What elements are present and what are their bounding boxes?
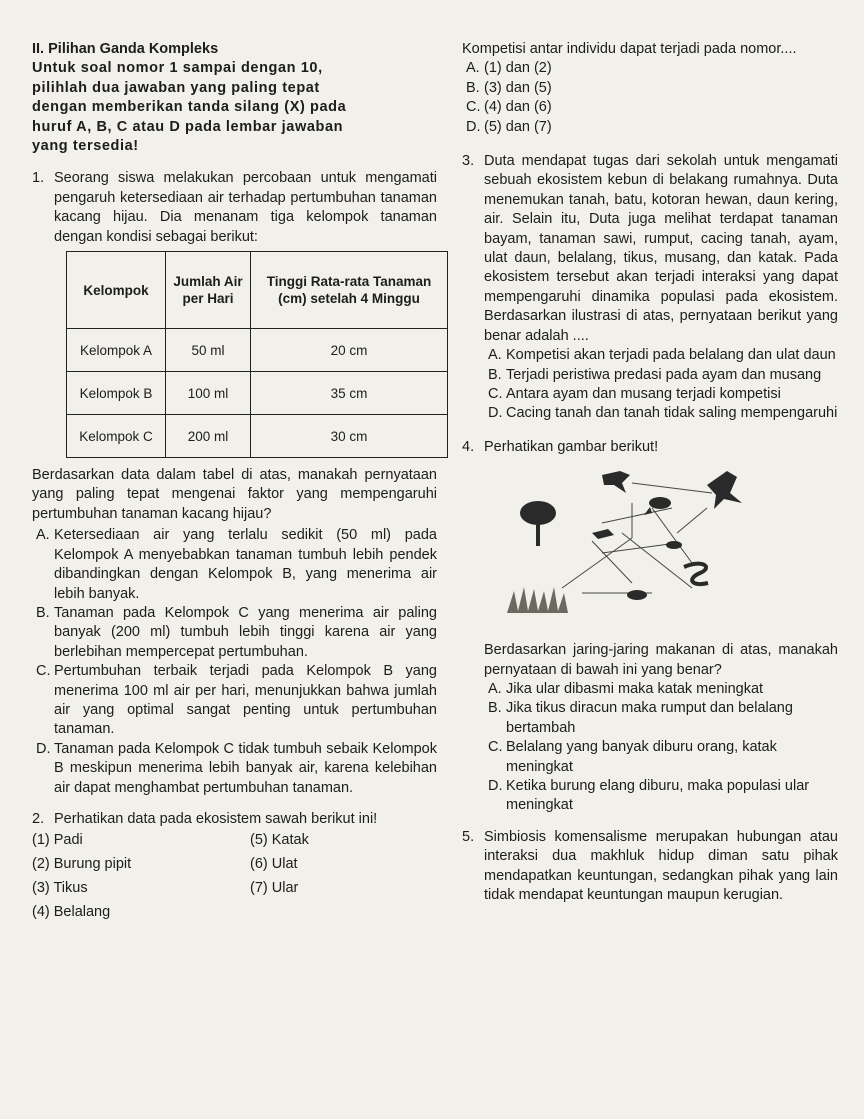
food-web-diagram [502,463,762,633]
option-label: C. [36,663,51,680]
option-label: B. [488,700,502,717]
table-cell: 35 cm [251,372,448,415]
instruction-line: yang tersedia! [32,138,139,155]
option-text: Ketika burung elang diburu, maka populasi ular meningkat [506,777,810,814]
snake-icon [684,564,708,584]
option-label: D. [488,405,503,422]
question-text: Perhatikan gambar berikut! [484,438,659,455]
option-a[interactable] [32,526,437,604]
option-text: Jika tikus diracun maka rumput dan belalang bertambah [506,700,793,736]
option-text: Kompetisi akan terjadi pada belalang dan ulat daun [506,347,836,364]
grasshopper-icon [592,529,614,539]
option-c[interactable] [32,662,437,740]
question-number: 4. [462,438,475,455]
option-text: Pertumbuhan terbaik terjadi pada Kelompok B yang menerima 100 ml air per hari, menunjukkan bahwa jumlah air yang optimal sangat penting untuk pertumbuhan tanaman. [54,663,437,738]
list-item: (4) Belalang [32,904,111,921]
option-d[interactable] [462,118,838,137]
option-c[interactable] [484,738,838,777]
option-text: (1) dan (2) [484,60,552,77]
table-cell: 20 cm [251,329,448,372]
section-title: II. Pilihan Ganda Kompleks [32,41,219,57]
mouse-icon [627,590,657,600]
list-item: (5) Katak [250,832,309,849]
question-3 [462,152,838,346]
question-text: Perhatikan data pada ekosistem sawah berikut ini! [54,810,378,827]
table-row [67,329,448,372]
option-text: (5) dan (7) [484,118,552,135]
experiment-table [66,251,448,458]
list-item: (1) Padi [32,832,83,849]
option-text: (3) dan (5) [484,79,552,96]
question-4-prompt: Berdasarkan jaring-jaring makanan di atas, manakah pernyataan di bawah ini yang benar? [484,642,838,678]
option-text: Tanaman pada Kelompok C tidak tumbuh sebaik Kelompok B meskipun menerima lebih banyak air, karena kelebihan air dapat menghambat pertumbuhan tanaman. [54,740,437,796]
frog-icon [644,497,671,515]
instruction-line: huruf A, B, C atau D pada lembar jawaban [32,118,344,135]
table-cell: 50 ml [166,329,251,372]
question-number: 1. [32,170,45,187]
option-text: Tanaman pada Kelompok C yang menerima air paling banyak (200 ml) tumbuh lebih tinggi karena air yang berlebihan mempercepat pertumbuhan. [54,604,437,660]
table-cell: 30 cm [251,415,448,458]
table-row [67,415,448,458]
question-1-prompt: Berdasarkan data dalam tabel di atas, manakah pernyataan yang paling tepat mengenai faktor yang mempengaruhi pertumbuhan tanaman kacang hijau? [32,467,437,522]
table-cell: 200 ml [166,415,251,458]
list-item: (3) Tikus [32,880,88,897]
food-web-image [502,463,762,633]
question-2 [32,810,437,829]
section-instructions [32,59,437,156]
option-a[interactable] [484,346,838,365]
option-label: B. [36,604,50,621]
option-text: Jika ular dibasmi maka katak meningkat [506,680,764,697]
question-number: 3. [462,153,475,170]
table-header: Jumlah Air per Hari [166,252,251,329]
table-cell: Kelompok C [67,415,166,458]
tree-icon [520,501,556,546]
table-header: Tinggi Rata-rata Tanaman (cm) setelah 4 Minggu [251,252,448,329]
option-label: A. [466,60,480,77]
list-item: (6) Ulat [250,856,298,873]
question-number: 5. [462,828,475,845]
eagle-icon [707,471,742,509]
option-b[interactable] [462,79,838,98]
caterpillar-icon [666,541,682,549]
option-c[interactable] [462,98,838,117]
option-text: Antara ayam dan musang terjadi kompetisi [506,385,781,402]
food-web-arrows [562,483,712,593]
grass-icon [507,587,568,613]
option-text: Cacing tanah dan tanah tidak saling mempengaruhi [506,405,838,422]
option-d[interactable] [484,777,838,816]
question-text: Simbiosis komensalisme merupakan hubungan atau interaksi dua makhluk hidup diman satu pihak mendapatkan keuntungan, sedangkan pihak yang lain tidak mendapat keuntungan maupun kerugian. [484,828,838,903]
bird-icon [602,471,630,493]
option-label: A. [488,680,502,697]
option-text: (4) dan (6) [484,99,552,116]
option-label: C. [466,99,481,116]
ecosystem-list [32,831,437,927]
option-text: Terjadi peristiwa predasi pada ayam dan musang [506,366,822,383]
option-label: B. [488,366,502,383]
option-c[interactable] [484,385,838,404]
question-text: Duta mendapat tugas dari sekolah untuk mengamati sebuah ekosistem kebun di belakang rumahnya. Duta menemukan tanah, batu, kotoran hewan, daun kering, air. Selain itu, Duta juga melihat terdapat tanaman bayam, tanaman sawi, rumput, cacing tanah, ayam, ulat daun, belalang, tikus, musang, dan katak. Pada ekosistem tersebut akan terjadi interaksi yang dapat mempengaruhi dinamika populasi pada ekosistem. Berdasarkan ilustrasi di atas, pernyataan berikut yang benar adalah .... [484,153,838,344]
option-label: D. [36,740,51,757]
question-2-prompt: Kompetisi antar individu dapat terjadi pada nomor.... [462,41,797,57]
option-d[interactable] [32,740,437,798]
table-cell: 100 ml [166,372,251,415]
instruction-line: pilihlah dua jawaban yang paling tepat [32,79,320,96]
option-b[interactable] [484,699,838,738]
question-1 [32,169,437,247]
option-text: Belalang yang banyak diburu orang, katak meningkat [506,739,777,775]
option-label: D. [466,118,481,135]
option-label: B. [466,79,480,96]
option-label: C. [488,739,503,756]
option-label: A. [488,347,502,364]
instruction-line: dengan memberikan tanda silang (X) pada [32,99,347,116]
list-item: (2) Burung pipit [32,856,132,873]
option-b[interactable] [32,604,437,662]
table-cell: Kelompok B [67,372,166,415]
option-b[interactable] [484,366,838,385]
table-row [67,372,448,415]
question-5 [462,828,838,906]
list-item: (7) Ular [250,880,299,897]
option-text: Ketersediaan air yang terlalu sedikit (50 ml) pada Kelompok A menyebabkan tanaman tumbuh lebih pendek dibandingkan dengan Kelompok B, yang menerima air lebih banyak. [54,527,437,602]
option-label: A. [36,527,50,544]
left-column [32,40,437,927]
right-column [462,40,838,905]
option-a[interactable] [484,680,838,699]
question-text: Seorang siswa melakukan percobaan untuk mengamati pengaruh ketersediaan air terhadap pertumbuhan tanaman kacang hijau. Dia menanam tiga kelompok tanaman dengan kondisi sebagai berikut: [54,170,437,245]
question-number: 2. [32,810,45,827]
question-4 [462,438,838,457]
table-header-row [67,252,448,329]
option-a[interactable] [462,59,838,78]
option-label: D. [488,777,503,794]
option-d[interactable] [484,404,838,423]
instruction-line: Untuk soal nomor 1 sampai dengan 10, [32,60,323,77]
table-cell: Kelompok A [67,329,166,372]
table-header: Kelompok [67,252,166,329]
option-label: C. [488,385,503,402]
